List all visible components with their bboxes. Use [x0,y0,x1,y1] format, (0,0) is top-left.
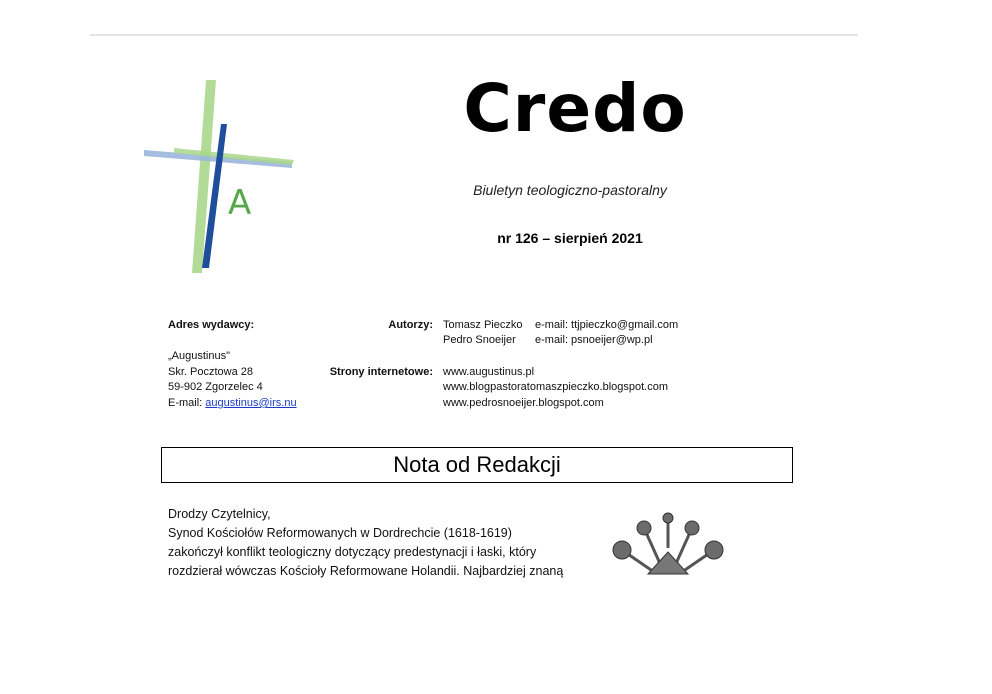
website-link[interactable]: www.augustinus.pl [443,366,535,378]
author-name: Pedro Snoeijer [443,334,516,346]
body-line: Synod Kościołów Reformowanych w Dordrechcie (1618-1619) [168,526,512,540]
websites-label: Strony internetowe: [329,366,433,378]
emblem-icon [604,508,732,578]
body-paragraph [168,505,608,581]
body-line: Drodzy Czytelnicy, [168,507,271,521]
issue-number: nr 126 – sierpień 2021 [497,230,643,246]
author-name: Tomasz Pieczko [443,319,523,331]
publisher-street: Skr. Pocztowa 28 [168,366,253,378]
publisher-email-row [168,396,297,412]
publisher-name: „Augustinus" [168,350,230,362]
cross-logo-icon [144,78,296,273]
publisher-email-link[interactable]: augustinus@irs.nu [205,397,297,409]
author-email[interactable]: e-mail: psnoeijer@wp.pl [535,334,653,346]
website-link[interactable]: www.pedrosnoeijer.blogspot.com [443,397,604,409]
publisher-label: Adres wydawcy: [168,319,255,331]
website-link[interactable]: www.blogpastoratomaszpieczko.blogspot.com [443,381,669,393]
synod-emblem-image [604,508,732,578]
body-line: rozdzierał wówczas Kościoły Reformowane Holandii. Najbardziej znaną [168,564,564,578]
newsletter-subtitle: Biuletyn teologiczno-pastoralny [473,182,667,198]
body-line: zakończył konflikt teologiczny dotyczący predestynacji i łaski, który [168,545,537,559]
author-email[interactable]: e-mail: ttjpieczko@gmail.com [535,319,679,331]
logo-letter: A [228,183,252,223]
authors-label: Autorzy: [388,319,433,331]
section-heading: Nota od Redakcji [161,447,793,483]
newsletter-title: Credo [463,70,687,147]
augustinus-logo [144,78,296,273]
publisher-email-label: E-mail: [168,397,203,409]
publisher-city: 59-902 Zgorzelec 4 [168,381,263,393]
